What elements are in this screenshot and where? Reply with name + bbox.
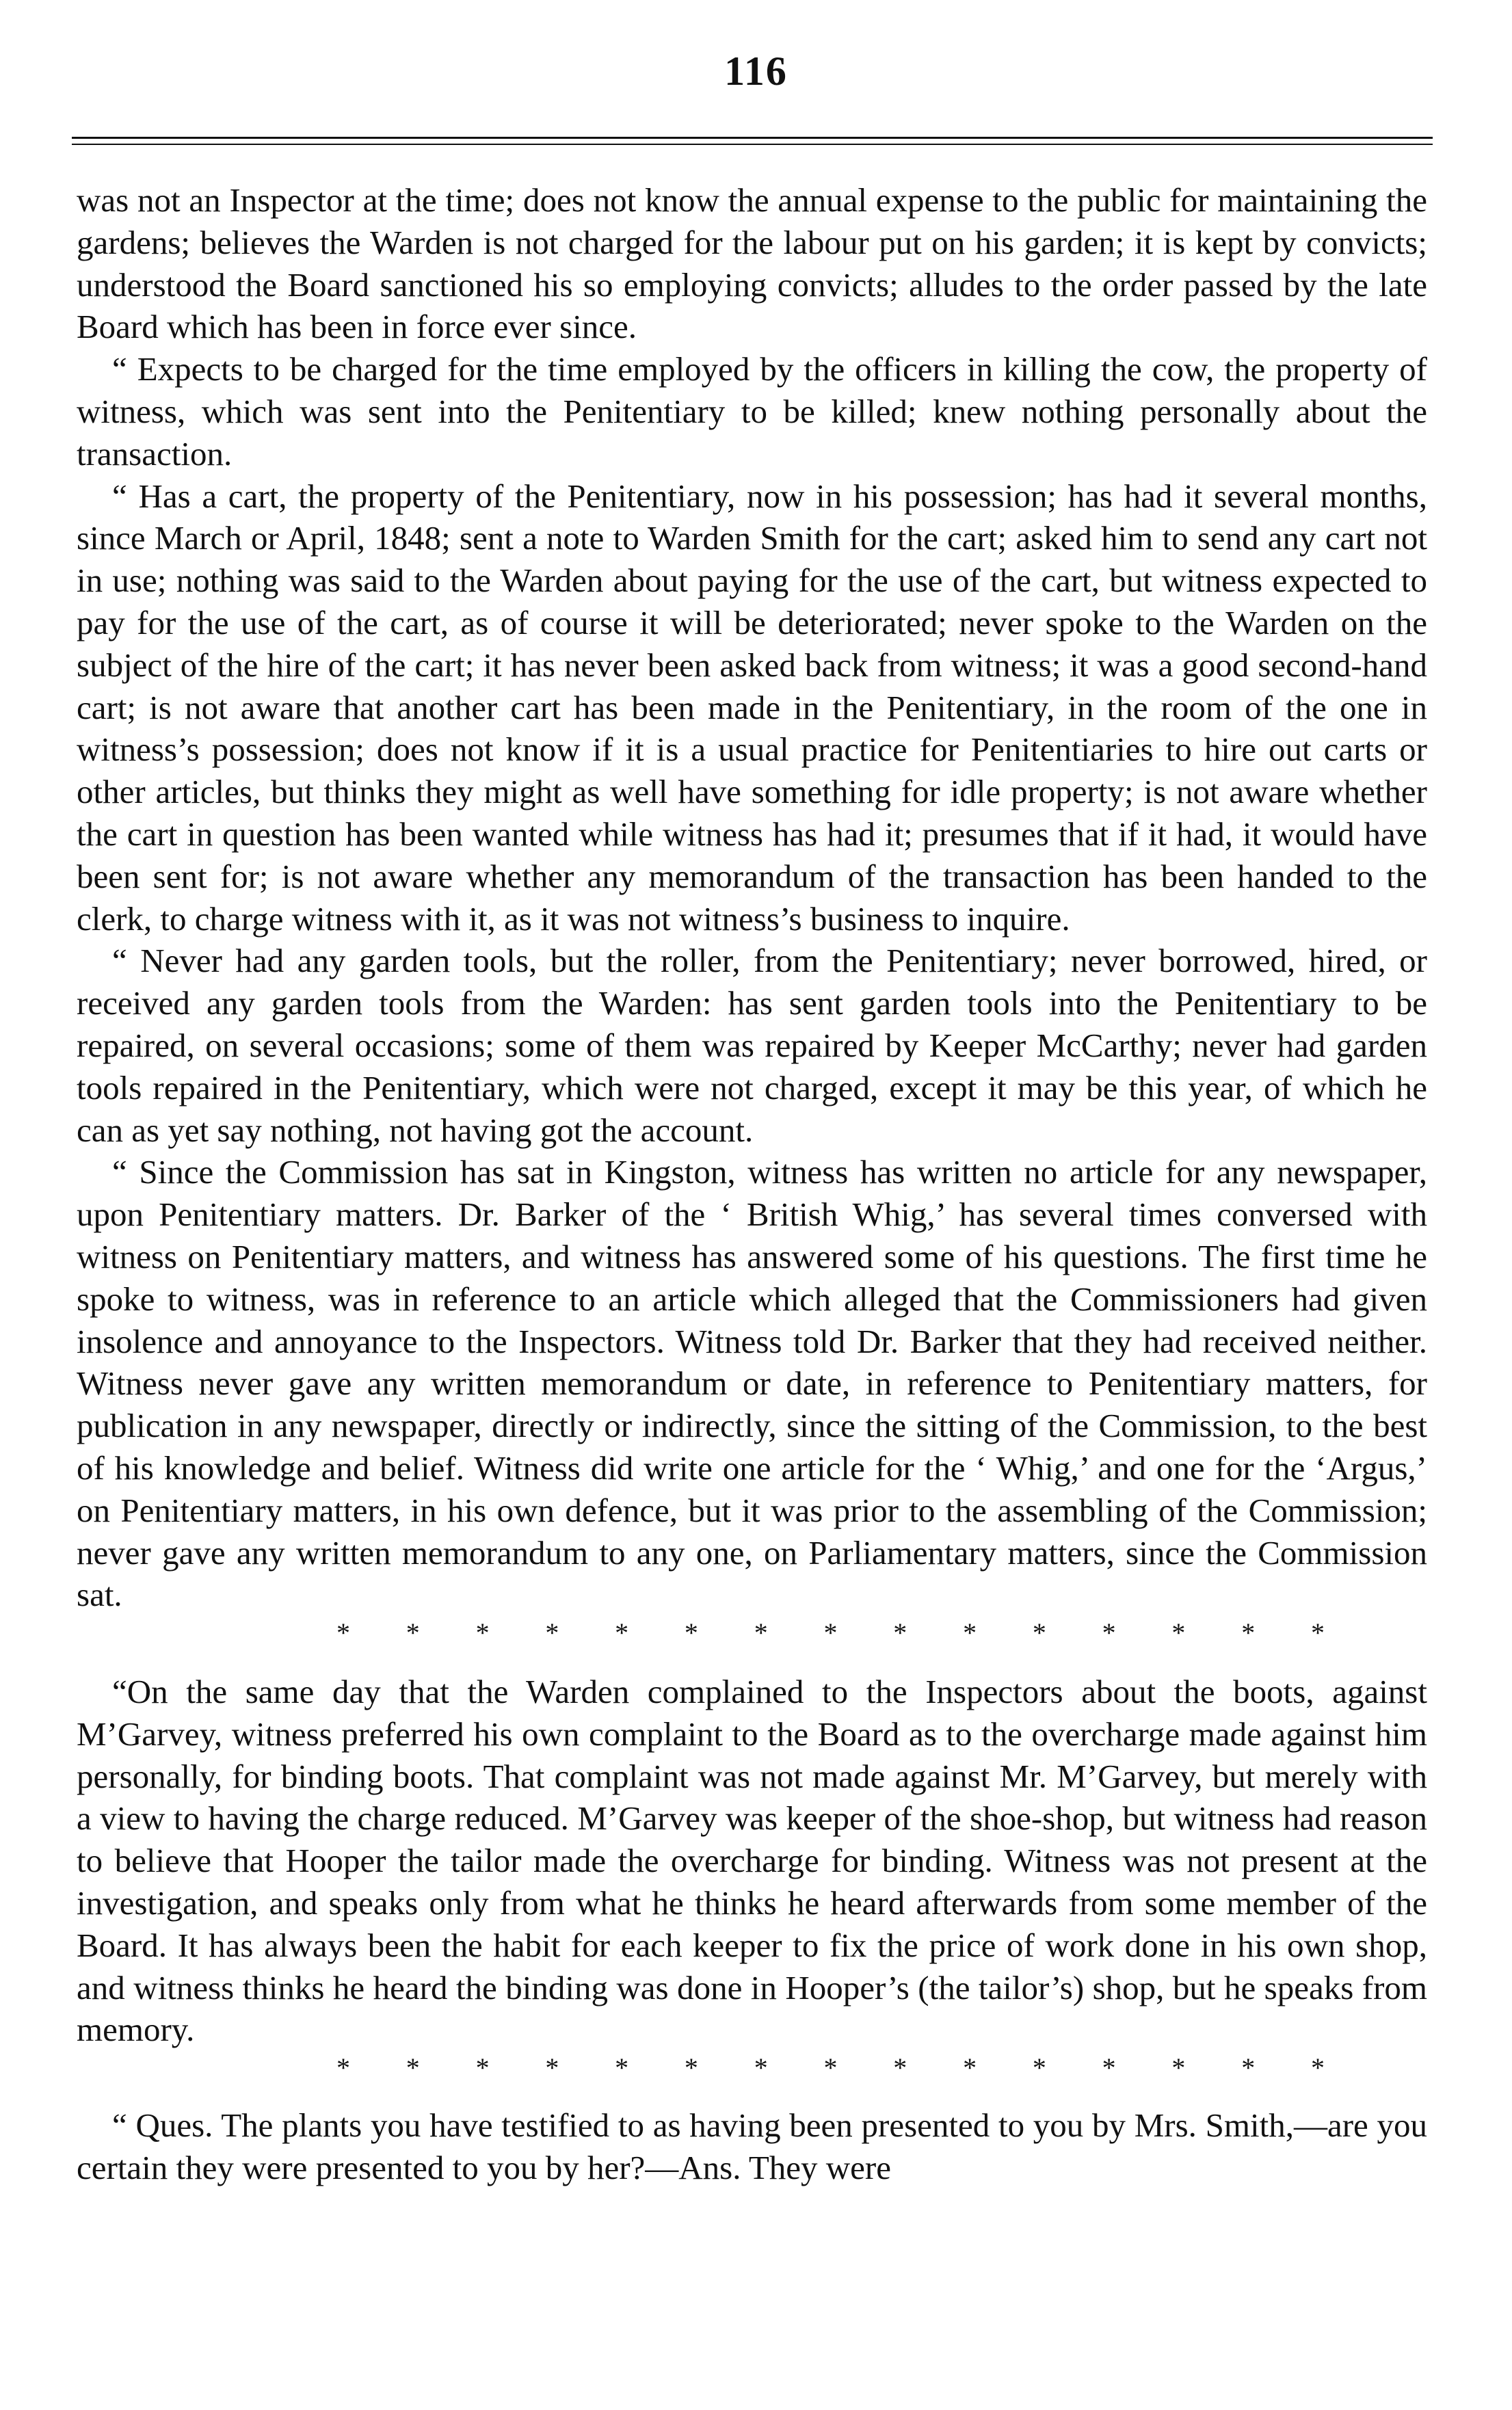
paragraph-newspaper: “ Since the Commission has sat in Kingston, witness has written no article for any newspaper, upon Penitentiary matters. Dr. Barker of the ‘ British Whig,’ has several times conversed with witness on Penitentiary matters, and witness has answered some of his questions. The first time he spoke to witness, was in reference to an article which alleged that the Commissioners had given insolence and annoyance to the Inspectors. Witness told Dr. Barker that they had received neither. Witness never gave any written memorandum or date, in reference to Penitentiary matters, for publication in any newspaper, directly or indirectly, since the sitting of the Commission, to the best of his knowledge and belief. Witness did write one article for the ‘ Whig,’ and one for the ‘Argus,’ on Penitentiary matters, in his own defence, but it was prior to the assembling of the Commission; never gave any written memorandum to any one, on Parliamentary matters, since the Commission sat.: [77, 1153, 1427, 1614]
paragraph-cart: “ Has a cart, the property of the Penitentiary, now in his possession; has had it several months, since March or April, 1848; sent a note to Warden Smith for the cart; asked him to send any cart not in use; nothing was said to the Warden about paying for the use of the cart, but witness expected to pay for the use of the cart, as of course it will be deteriorated; never spoke to the Warden on the subject of the hire of the cart; it has never been asked back from witness; it was a good second-hand cart; is not aware that another cart has been made in the Penitentiary, in the room of the one in witness’s possession; does not know if it is a usual practice for Penitentiaries to hire out carts or other articles, but thinks they might as well have something for idle property; is not aware whether the cart in question has been wanted while witness has had it; presumes that if it had, it would have been sent for; is not aware whether any memorandum of the transaction has been handed to the clerk, to charge witness with it, as it was not witness’s business to inquire.: [77, 477, 1427, 938]
paragraph-cow: “ Expects to be charged for the time employed by the officers in killing the cow, the property of witness, which was sent into the Penitentiary to be killed; knew nothing personally about the transaction.: [77, 350, 1427, 473]
paragraph-question-plants: “ Ques. The plants you have testified to as having been presented to you by Mrs. Smith,—are you certain they were presented to you by her?—Ans. They were: [77, 2106, 1427, 2187]
body-text: [77, 179, 1427, 2189]
header-rule-top: [72, 137, 1433, 139]
paragraph-garden-tools: “ Never had any garden tools, but the roller, from the Penitentiary; never borrowed, hired, or received any garden tools from the Warden: has sent garden tools into the Penitentiary to be repaired, on several occasions; some of them was repaired by Keeper McCarthy; never had garden tools repaired in the Penitentiary, which were not charged, except it may be this year, of which he can as yet say nothing, not having got the account.: [77, 942, 1427, 1149]
paragraph-inspector-gardens: was not an Inspector at the time; does not know the annual expense to the public for maintaining the gardens; believes the Warden is not charged for the labour put on his garden; it is kept by convicts; understood the Board sanctioned his so employing convicts; alludes to the order passed by the late Board which has been in force ever since.: [77, 181, 1427, 346]
asterisk-separator: * * * * * * * * * * * * * * *: [336, 1617, 1325, 1649]
header-rule-bottom: [72, 144, 1433, 145]
paragraph-boots-complaint: “On the same day that the Warden complained to the Inspectors about the boots, against M’Garvey, witness preferred his own complaint to the Board as to the overcharge made against him personally, for binding boots. That complaint was not made against Mr. M’Garvey, but merely with a view to having the charge reduced. M’Garvey was keeper of the shoe-shop, but witness had reason to believe that Hooper the tailor made the overcharge for binding. Witness was not present at the investigation, and speaks only from what he thinks he heard afterwards from some member of the Board. It has always been the habit for each keeper to fix the price of work done in his own shop, and witness thinks he heard the binding was done in Hooper’s (the tailor’s) shop, but he speaks from memory.: [77, 1673, 1427, 2049]
asterisk-separator: * * * * * * * * * * * * * * *: [336, 2052, 1325, 2084]
page-number: 116: [724, 49, 788, 94]
